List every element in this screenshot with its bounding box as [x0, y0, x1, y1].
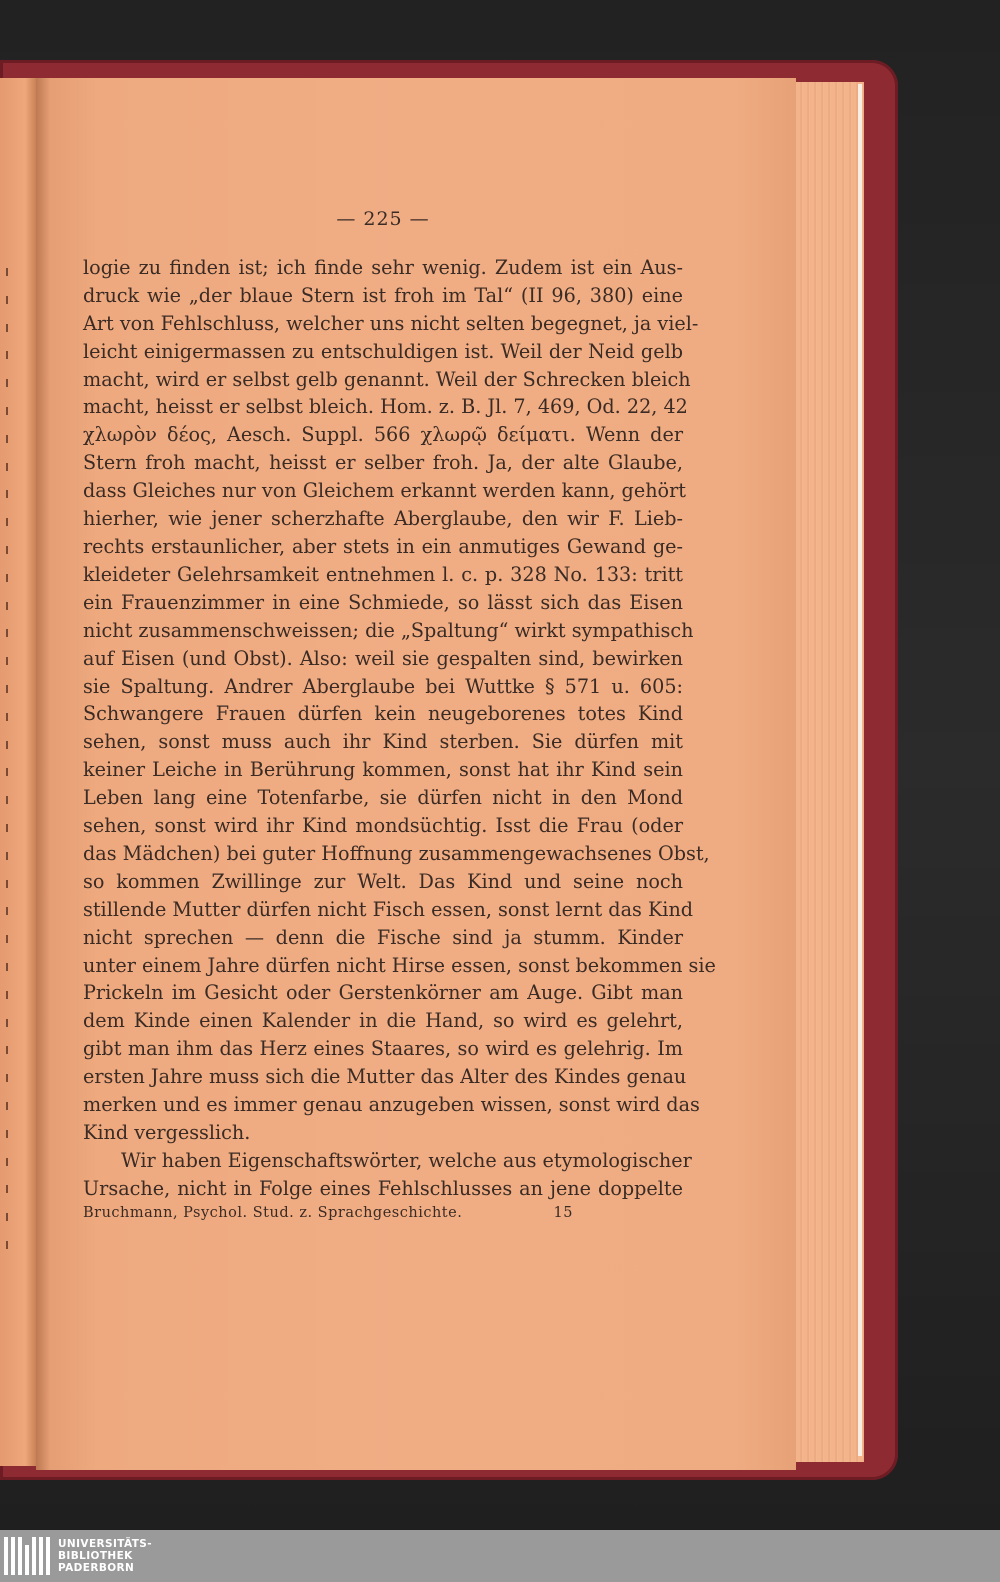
- text-fragment: [6, 935, 8, 943]
- text-fragment: [6, 907, 8, 915]
- text-fragment: [6, 963, 8, 971]
- text-fragment: [6, 880, 8, 888]
- text-fragment: [6, 268, 8, 276]
- text-fragment: [6, 490, 8, 498]
- text-line: auf Eisen (und Obst). Also: weil sie gespalten sind, bewirken: [83, 646, 683, 670]
- text-line: Wir haben Eigenschaftswörter, welche aus etymologischer: [121, 1148, 692, 1172]
- text-fragment: [6, 518, 8, 526]
- text-line: unter einem Jahre dürfen nicht Hirse essen, sonst bekommen sie: [83, 953, 716, 977]
- text-fragment: [6, 463, 8, 471]
- library-logo[interactable]: [4, 1536, 152, 1576]
- text-fragment: [6, 796, 8, 804]
- text-line: ersten Jahre muss sich die Mutter das Alter des Kindes genau: [83, 1065, 687, 1089]
- signature-mark: 15: [553, 1204, 573, 1221]
- page-gutter-shadow: [36, 78, 50, 1470]
- text-fragment: [6, 713, 8, 721]
- text-fragment: [6, 768, 8, 776]
- text-fragment: [6, 1241, 8, 1249]
- text-fragment: [6, 741, 8, 749]
- text-line: sehen, sonst muss auch ihr Kind sterben. Sie dürfen mit: [83, 730, 683, 754]
- page-number: — 225 —: [336, 208, 430, 230]
- text-line: Prickeln im Gesicht oder Gerstenkörner am Auge. Gibt man: [83, 981, 683, 1005]
- text-line: macht, wird er selbst gelb genannt. Weil der Schrecken bleich: [83, 367, 691, 391]
- text-fragment: [6, 324, 8, 332]
- paragraph: [83, 1147, 692, 1203]
- text-fragment: [6, 657, 8, 665]
- page-edge-highlight: [858, 84, 862, 1456]
- text-fragment: [6, 824, 8, 832]
- text-line: stillende Mutter dürfen nicht Fisch essen, sonst lernt das Kind: [83, 897, 694, 921]
- text-line: ein Frauenzimmer in eine Schmiede, so lässt sich das Eisen: [83, 590, 683, 614]
- text-line: logie zu finden ist; ich finde sehr wenig. Zudem ist ein Aus-: [83, 255, 683, 279]
- text-fragment: [6, 602, 8, 610]
- text-line: Kind vergesslich.: [83, 1121, 251, 1144]
- text-line: Leben lang eine Totenfarbe, sie dürfen nicht in den Mond: [83, 786, 683, 810]
- running-title: Bruchmann, Psychol. Stud. z. Sprachgeschichte.: [83, 1204, 463, 1221]
- text-fragment: [6, 1102, 8, 1110]
- text-line: Stern froh macht, heisst er selber froh. Ja, der alte Glaube,: [83, 451, 683, 475]
- text-fragment: [6, 1130, 8, 1138]
- library-footer-bar: [0, 1530, 1000, 1582]
- text-fragment: [6, 351, 8, 359]
- text-line: druck wie „der blaue Stern ist froh im Tal“ (II 96, 380) eine: [83, 283, 683, 307]
- text-line: merken und es immer genau anzugeben wissen, sonst wird das: [83, 1093, 700, 1117]
- text-fragment: [6, 629, 8, 637]
- text-line: Schwangere Frauen dürfen kein neugeborenes totes Kind: [83, 702, 683, 726]
- text-fragment: [6, 1074, 8, 1082]
- text-line: χλωρὸν δέος, Aesch. Suppl. 566 χλωρῷ δείματι. Wenn der: [83, 423, 683, 447]
- text-fragment: [6, 435, 8, 443]
- text-fragment: [6, 1019, 8, 1027]
- text-fragment: [6, 574, 8, 582]
- text-fragment: [6, 852, 8, 860]
- text-fragment: [6, 546, 8, 554]
- text-fragment: [6, 1046, 8, 1054]
- page-content: [83, 206, 716, 1223]
- text-line: keiner Leiche in Berührung kommen, sonst hat ihr Kind sein: [83, 758, 683, 782]
- body-text: [83, 254, 716, 1203]
- previous-page-edge: [0, 78, 36, 1466]
- page-footer: [83, 1203, 683, 1223]
- previous-page-text-fragments: [0, 78, 14, 1466]
- text-fragment: [6, 1158, 8, 1166]
- text-line: macht, heisst er selbst bleich. Hom. z. B. Jl. 7, 469, Od. 22, 42: [83, 395, 688, 419]
- text-line: leicht einigermassen zu entschuldigen ist. Weil der Neid gelb: [83, 339, 683, 363]
- library-logo-line-1: UNIVERSITÄTS-: [58, 1538, 153, 1550]
- text-line: Art von Fehlschluss, welcher uns nicht selten begegnet, ja viel-: [83, 311, 699, 335]
- text-line: hierher, wie jener scherzhafte Aberglaube, den wir F. Lieb-: [83, 507, 683, 531]
- text-line: nicht zusammenschweissen; die „Spaltung“ wirkt sympathisch: [83, 618, 694, 642]
- text-line: so kommen Zwillinge zur Welt. Das Kind und seine noch: [83, 869, 683, 893]
- text-fragment: [6, 991, 8, 999]
- text-line: nicht sprechen — denn die Fische sind ja stumm. Kinder: [83, 925, 683, 949]
- text-fragment: [6, 685, 8, 693]
- text-line: das Mädchen) bei guter Hoffnung zusammengewachsenes Obst,: [83, 841, 710, 865]
- text-line: sie Spaltung. Andrer Aberglaube bei Wuttke § 571 u. 605:: [83, 674, 683, 698]
- library-logo-line-2: BIBLIOTHEK: [58, 1550, 133, 1562]
- library-logo-text: [58, 1538, 152, 1574]
- text-line: kleideter Gelehrsamkeit entnehmen l. c. p. 328 No. 133: tritt: [83, 562, 683, 586]
- text-line: dem Kinde einen Kalender in die Hand, so wird es gelehrt,: [83, 1009, 683, 1033]
- text-fragment: [6, 379, 8, 387]
- library-logo-line-3: PADERBORN: [58, 1562, 135, 1574]
- text-line: Ursache, nicht in Folge eines Fehlschlusses an jene doppelte: [83, 1176, 683, 1200]
- text-line: gibt man ihm das Herz eines Staares, so wird es gelehrig. Im: [83, 1037, 683, 1061]
- text-fragment: [6, 1213, 8, 1221]
- page-edges: [796, 82, 864, 1462]
- text-fragment: [6, 1185, 8, 1193]
- paragraph: [83, 254, 716, 1147]
- text-line: rechts erstaunlicher, aber stets in ein anmutiges Gewand ge-: [83, 534, 683, 558]
- library-logo-icon: [4, 1537, 50, 1575]
- text-line: sehen, sonst wird ihr Kind mondsüchtig. Isst die Frau (oder: [83, 814, 683, 838]
- text-fragment: [6, 296, 8, 304]
- text-line: dass Gleiches nur von Gleichem erkannt werden kann, gehört: [83, 479, 686, 503]
- text-fragment: [6, 407, 8, 415]
